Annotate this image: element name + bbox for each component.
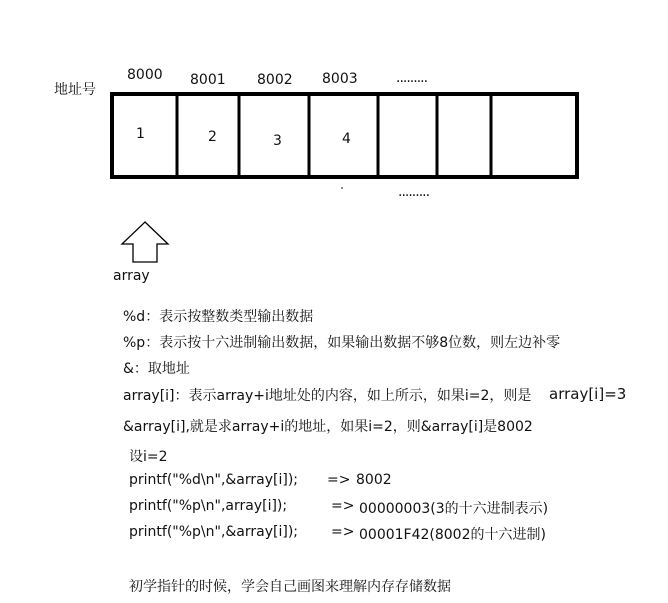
address-8002: 8002	[257, 72, 293, 88]
code-arrow-3: =>	[331, 524, 355, 540]
address-label: 地址号	[54, 82, 96, 98]
note-address-of-element: &array[i],就是求array+i的地址，如果i=2，则&array[i]是8002	[123, 419, 533, 435]
cell-value-1: 1	[136, 126, 145, 142]
note-format-d: %d：表示按整数类型输出数据	[123, 309, 314, 325]
cells-ellipsis: .........	[398, 184, 430, 200]
pointer-label: array	[113, 268, 150, 284]
code-result-2: 00000003(3的十六进制表示)	[359, 501, 549, 517]
code-line-2: printf("%p\n",array[i]);	[129, 498, 288, 514]
address-8003: 8003	[322, 71, 358, 87]
stray-dot	[341, 187, 343, 189]
memory-diagram	[0, 0, 668, 300]
address-8000: 8000	[127, 67, 163, 83]
code-arrow-2: =>	[331, 498, 355, 514]
footer-tip: 初学指针的时候，学会自己画图来理解内存存储数据	[129, 579, 451, 595]
cell-value-4: 4	[342, 131, 351, 147]
note-set-i: 设i=2	[129, 449, 168, 465]
code-line-3: printf("%p\n",&array[i]);	[129, 524, 299, 540]
note-array-index: array[i]：表示array+i地址处的内容，如上所示，如果i=2，则是	[123, 388, 532, 404]
code-line-1: printf("%d\n",&array[i]);	[129, 472, 299, 488]
note-format-p: %p：表示按十六进制输出数据，如果输出数据不够8位数，则左边补零	[123, 335, 561, 351]
note-array-index-result: array[i]=3	[549, 385, 627, 403]
code-result-3: 00001F42(8002的十六进制)	[359, 527, 546, 543]
cell-value-3: 3	[273, 133, 282, 149]
cell-value-2: 2	[208, 129, 217, 145]
address-8001: 8001	[190, 72, 226, 88]
code-arrow-1: =>	[327, 472, 351, 488]
code-result-1: 8002	[356, 472, 392, 488]
up-arrow-icon	[122, 222, 168, 262]
note-address-of: &：取地址	[123, 361, 190, 377]
address-ellipsis: .........	[396, 70, 428, 86]
